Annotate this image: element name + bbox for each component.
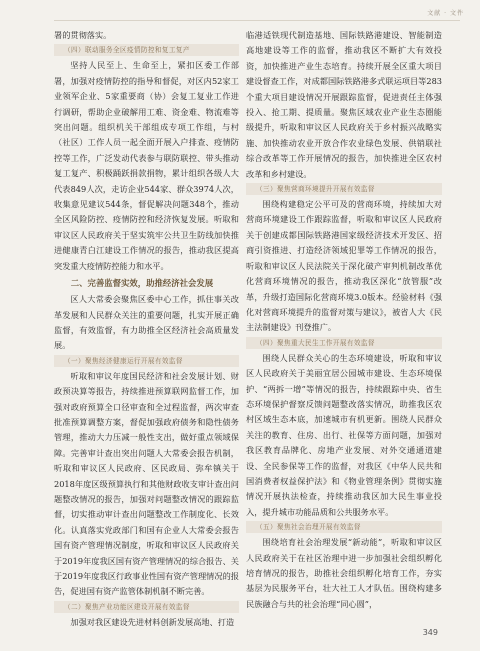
subheading: （三）聚焦营商环境提升开展有效监督 bbox=[246, 183, 442, 195]
paragraph: 临港适铁现代制造基地、国际铁路港建设、智能制造高地建设等工作的监督，推动我区不断扩大有效投资，加快推进产业生态培育。持续开展全区重大项目建设督查工作，对成都国际铁路港多式联运项目等283个重大项目建设情况开展跟踪监督，促进责任主体强投入、抢工期、提质量。聚焦区域农业产业生态圈能级提升，听取和审议区人民政府关于乡村振兴战略实施、加快推动农业开放合作农业绿色发展、供销联社综合改革等工作开展情况的报告，加快推进全区农村改革和乡村建设。 bbox=[246, 30, 442, 179]
left-column bbox=[54, 28, 239, 630]
subheading: （一）聚焦经济健康运行开展有效监督 bbox=[54, 355, 239, 367]
paragraph: 围绕构建稳定公平可及的营商环境，持续加大对营商环境建设工作跟踪监督，听取和审议区人民政府关于创建成都国际铁路港国家级经济技术开发区、招商引资推进、打造经济领域犯罪等工作情况的报告，听取和审议区人民法院关于深化破产审判机制改革优化营商环境情况的报告，推动我区深化“放管服”改革，升级打造国际化营商环境3.0版本。经验材料《强化对营商环境提升的监督对策与建议》，被省人大《民主法制建设》刊登推广。 bbox=[246, 199, 442, 333]
right-column bbox=[246, 28, 442, 612]
section-heading: 二、完善监督实效，助推经济社会发展 bbox=[70, 278, 214, 289]
paragraph: 围绕人民群众关心的生态环境建设，听取和审议区人民政府关于美丽宜居公园城市建设、生态环境保护、“两拆一增”等情况的报告，持续跟踪中央、省生态环境保护督察反馈问题整改落实情况，助推我区农村区域生态本底，加速城市有机更新。围绕人民群众关注的教育、住房、出行、社保等方面问题，加强对我区教育品牌化、房地产业发展、对外交通通道建设、全民参保等工作的监督，对我区《中华人民共和国消费者权益保护法》和《物业管理条例》贯彻实施情况开展执法检查，持续推动我区加大民生事业投入，提升城市功能品质和公共服务水平。 bbox=[246, 352, 442, 517]
subheading: （五）聚焦社会治理开展有效监督 bbox=[246, 521, 442, 533]
subheading: （四）聚焦重大民生工作开展有效监督 bbox=[246, 337, 442, 349]
subheading: （四）联动服务全区疫情防控和复工复产 bbox=[54, 44, 239, 56]
paragraph: 加强对我区建设先进材料创新发展高地、打造 bbox=[70, 616, 235, 627]
header-section-tag: 文献 · 文件 bbox=[427, 10, 464, 17]
page-number: 349 bbox=[422, 628, 438, 637]
paragraph: 听取和审议年度国民经济和社会发展计划、财政预决算等报告，持续推进预算联网监督工作，加强对政府预算全口径审查和全过程监督，两次审查批准预算调整方案，督促加强政府债务和隐性债务管理，推动大力压减一般性支出，做好重点领域保障。完善审计查出突出问题人大常委会报告机制，听取和审议区人民政府、区民政局、弥牟镇关于2018年度区级预算执行和其他财政收支审计查出问题整改情况的报告，加强对问题整改情况的跟踪监督，切实推动审计查出问题整改工作制度化、长效化。认真落实党政部门和国有企业人大常委会报告国有资产管理情况制度，听取和审议区人民政府关于2019年度我区国有资产管理情况的综合报告、关于2019年度我区行政事业性国有资产管理情况的报告，促进国有资产监管体制机制不断完善。 bbox=[54, 370, 239, 597]
header-rule bbox=[54, 20, 460, 21]
paragraph: 区人大常委会聚焦区委中心工作，抓住事关改革发展和人民群众关注的重要问题，扎实开展正确监督，有效监督，有力助推全区经济社会高质量发展。 bbox=[54, 294, 239, 351]
paragraph: 围绕培育社会治理发展“新动能”，听取和审议区人民政府关于在社区治理中进一步加强社会组织孵化培育情况的报告，助推社会组织孵化培育工作，夯实基层为民服务平台，壮大社工人才队伍。围绕构建多民族融合与共的社会治理“同心圆”， bbox=[246, 537, 442, 609]
paragraph: 坚持人民至上、生命至上，紧扣区委工作部署，加强对疫情防控的指导和督促，对区内52家工业领军企业、5家重要商（协）会复工复业工作进行调研，帮助企业破解用工难、资金难、物流难等突出问题。组织机关干部组成专项工作组，与村（社区）工作人员一起全面开展入户排查、疫情防控等工作，广泛发动代表参与联防联控、带头推动复工复产、积极踊跃捐款捐物，累计组织各级人大代表849人次，走访企业544家、群众3974人次，收集意见建议544条，督促解决问题348个，推动全区风险防控、疫情防控和经济恢复发展。听取和审议区人民政府关于坚实筑牢公共卫生防线加快推进健康青白江建设工作情况的报告，推动我区提高突发重大疫情防控能力和水平。 bbox=[54, 60, 239, 271]
paragraph: 署的贯彻落实。 bbox=[54, 30, 112, 40]
subheading: （二）聚焦产业功能区建设开展有效监督 bbox=[54, 601, 239, 613]
